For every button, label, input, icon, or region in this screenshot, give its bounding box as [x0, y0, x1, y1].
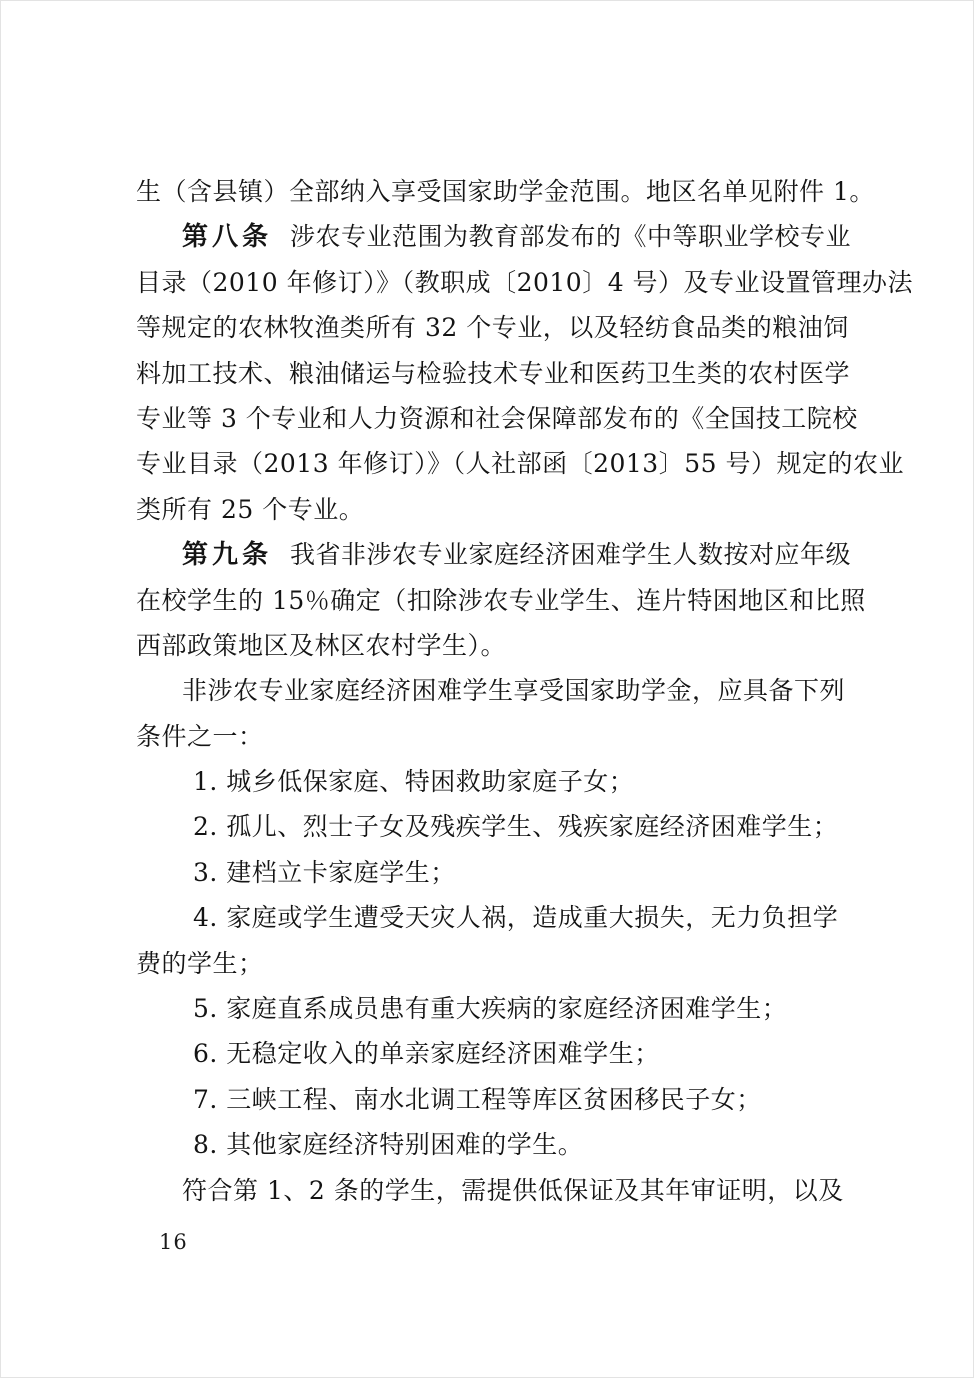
line-text: 符合第 1、2 条的学生，需提供低保证及其年审证明，以及 — [182, 1175, 844, 1205]
document-line — [136, 1168, 851, 1213]
line-text: 8. 其他家庭经济特别困难的学生。 — [193, 1130, 584, 1160]
line-text: 目录（2010 年修订）》（教职成〔2010〕4 号）及专业设置管理办法 — [136, 267, 914, 297]
document-line — [136, 169, 875, 214]
article-number: 第八条 — [182, 222, 273, 253]
line-text: 4. 家庭或学生遭受天灾人祸，造成重大损失，无力负担学 — [193, 903, 839, 933]
line-text: 料加工技术、粮油储运与检验技术专业和医药卫生类的农村医学 — [136, 358, 851, 388]
list-item-8 — [136, 1122, 851, 1167]
line-text: 7. 三峡工程、南水北调工程等库区贫困移民子女； — [193, 1084, 762, 1114]
document-line — [136, 305, 851, 350]
document-line — [136, 487, 851, 532]
list-item-1 — [136, 759, 851, 804]
line-text: 5. 家庭直系成员患有重大疾病的家庭经济困难学生； — [193, 994, 788, 1024]
document-line — [136, 396, 858, 441]
document-line — [136, 941, 851, 986]
list-item-2 — [136, 804, 851, 849]
document-line — [136, 668, 851, 713]
line-text: 生（含县镇）全部纳入享受国家助学金范围。地区名单见附件 1。 — [136, 177, 875, 206]
document-line-article-9 — [136, 532, 851, 577]
line-text: 2. 孤儿、烈士子女及残疾学生、残疾家庭经济困难学生； — [193, 812, 839, 842]
article-number: 第九条 — [182, 540, 273, 571]
line-text: 专业目录（2013 年修订）》（人社部函〔2013〕55 号）规定的农业 — [136, 449, 904, 479]
line-text: 西部政策地区及林区农村学生）。 — [136, 630, 507, 660]
line-text: 等规定的农林牧渔类所有 32 个专业，以及轻纺食品类的粮油饲 — [136, 313, 849, 343]
line-text: 3. 建档立卡家庭学生； — [193, 857, 456, 887]
line-text: 条件之一： — [136, 721, 264, 751]
line-text: 我省非涉农专业家庭经济困难学生人数按对应年级 — [290, 540, 852, 570]
list-item-3 — [136, 850, 851, 895]
list-item-6 — [136, 1031, 851, 1076]
line-text: 费的学生； — [136, 948, 264, 978]
line-text: 1. 城乡低保家庭、特困救助家庭子女； — [193, 767, 635, 797]
document-line — [136, 623, 851, 668]
document-line — [136, 714, 851, 759]
document-body — [136, 169, 914, 1213]
list-item-7 — [136, 1077, 851, 1122]
line-text: 在校学生的 15％确定（扣除涉农专业学生、连片特困地区和比照 — [136, 585, 866, 615]
document-line-article-8 — [136, 214, 851, 259]
page-number: 16 — [159, 1230, 188, 1254]
line-text: 非涉农专业家庭经济困难学生享受国家助学金，应具备下列 — [182, 676, 846, 706]
line-text: 6. 无稳定收入的单亲家庭经济困难学生； — [193, 1039, 660, 1069]
document-line — [136, 351, 851, 396]
line-text: 涉农专业范围为教育部发布的《中等职业学校专业 — [290, 222, 852, 252]
list-item-5 — [136, 986, 851, 1031]
line-text: 专业等 3 个专业和人力资源和社会保障部发布的《全国技工院校 — [136, 403, 858, 433]
line-text: 类所有 25 个专业。 — [136, 494, 365, 524]
list-item-4 — [136, 895, 851, 940]
document-line — [136, 441, 904, 486]
document-line — [136, 578, 866, 623]
document-line — [136, 260, 914, 305]
